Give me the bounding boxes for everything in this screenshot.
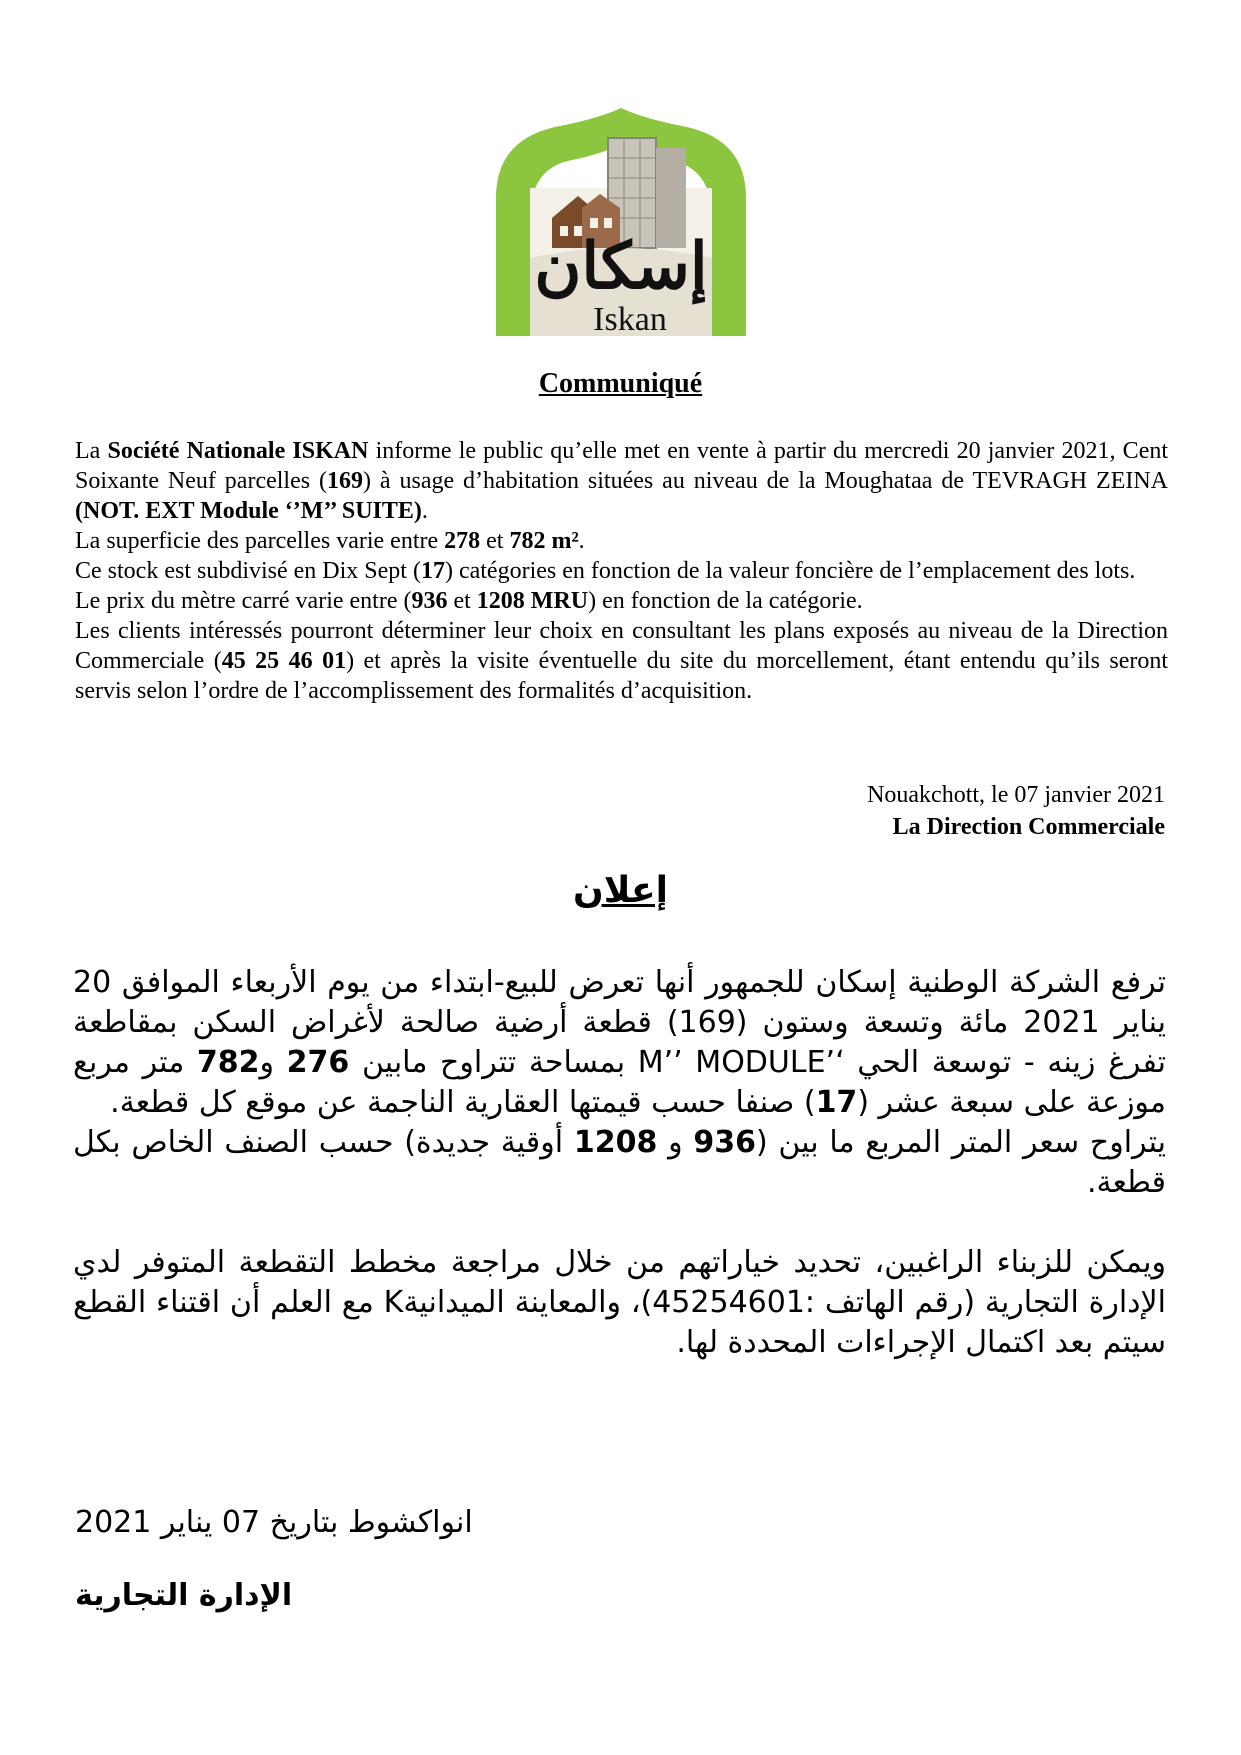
- fr-paragraph-3: Ce stock est subdivisé en Dix Sept (17) catégories en fonction de la valeur foncière de l’emplacement des lots.: [75, 558, 1136, 584]
- ar-paragraph-1: ترفع الشركة الوطنية إسكان للجمهور أنها تعرض للبيع-ابتداء من يوم الأربعاء الموافق 20 يناير 2021 مائة وتسعة وستون (169) قطعة أرضية صالحة لأغراض السكن بمقاطعة تفرغ زينه - توسعة الحي ‘’M’’ MODULE بمساحة تتراوح مابين 276 و782 متر مربع موزعة على سبعة عشر (17) صنفا حسب قيمتها العقارية الناجمة عن موقع كل قطعة.: [73, 965, 1167, 1120]
- fr-paragraph-1: La Société Nationale ISKAN informe le public qu’elle met en vente à partir du mercredi 20 janvier 2021, Cent Soixante Neuf parcelles (169) à usage d’habitation situées au niveau de la Moughataa de TEVRAGH ZEINA (NOT. EXT Module ‘’M’’ SUITE).: [75, 438, 1169, 524]
- fr-paragraph-4: Le prix du mètre carré varie entre (936 et 1208 MRU) en fonction de la catégorie.: [75, 588, 863, 614]
- ar-paragraph-2: يتراوح سعر المتر المربع ما بين (936 و 1208 أوقية جديدة) حسب الصنف الخاص بكل قطعة.: [73, 1125, 1166, 1200]
- fr-paragraph-2: La superficie des parcelles varie entre 278 et 782 m².: [75, 528, 585, 554]
- fr-signature: La Direction Commerciale: [892, 814, 1165, 840]
- ar-date: انواكشوط بتاريخ 07 يناير 2021: [75, 1505, 473, 1540]
- logo-latin-word: Iskan: [593, 301, 667, 336]
- logo-arabic-word: إسكان: [534, 229, 708, 304]
- fr-body: [75, 436, 1168, 706]
- ar-signature: الإدارة التجارية: [75, 1578, 293, 1613]
- ar-paragraph-3: ويمكن للزبناء الراغبين، تحديد خياراتهم من خلال مراجعة مخطط التقطعة المتوفر لدي الإدارة التجارية (رقم الهاتف :45254601)، والمعاينة الميدانيةK مع العلم أن اقتناء القطع سيتم بعد اكتمال الإجراءات المحددة لها.: [73, 1245, 1166, 1360]
- fr-paragraph-5: Les clients intéressés pourront déterminer leur choix en consultant les plans exposés au niveau de la Direction Commerciale (45 25 46 01) et après la visite éventuelle du site du morcellement, étant entendu qu’ils seront servis selon l’ordre de l’accomplissement des formalités d’acquisition.: [75, 618, 1169, 704]
- fr-place-date: Nouakchott, le 07 janvier 2021: [867, 782, 1165, 808]
- arabic-title: إعلان: [573, 870, 668, 911]
- fr-signature-block: [867, 779, 1165, 843]
- iskan-logo: [490, 108, 752, 336]
- communique-title: Communiqué: [538, 368, 703, 399]
